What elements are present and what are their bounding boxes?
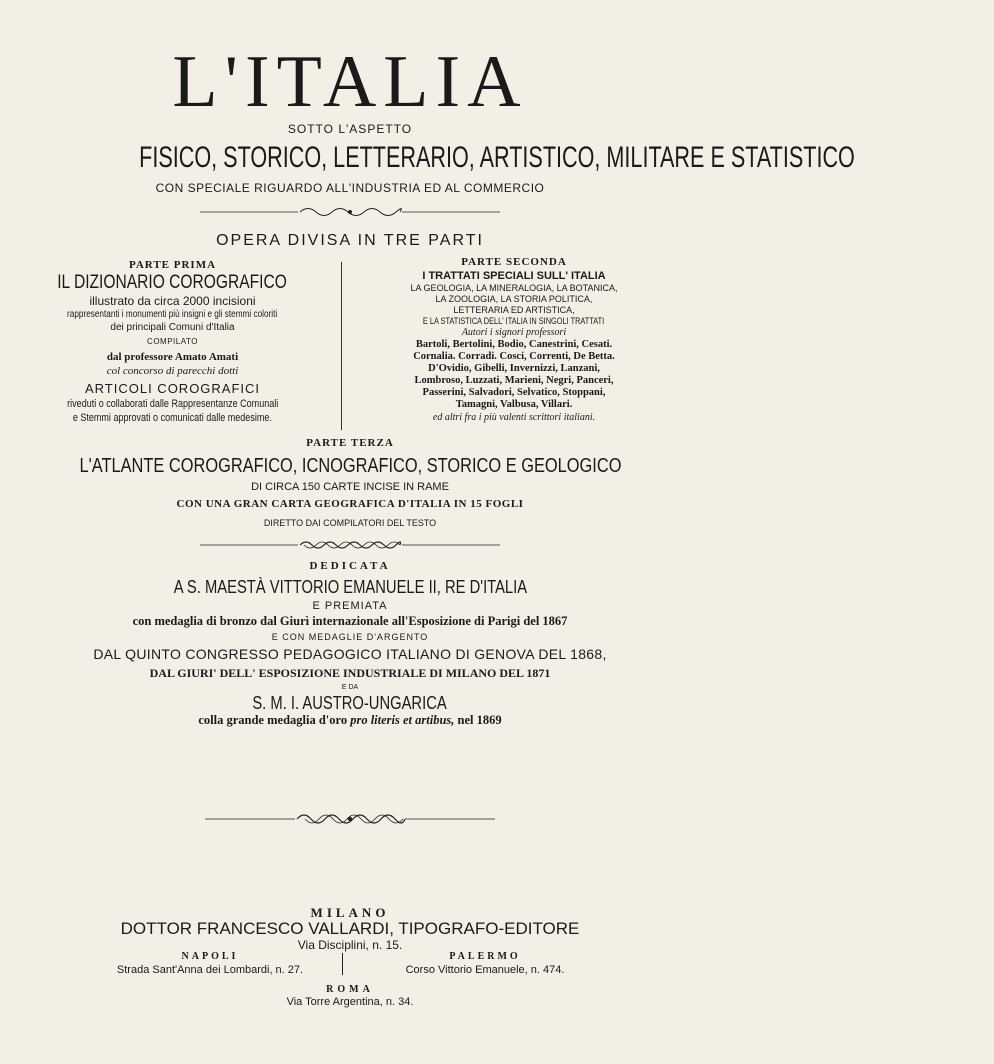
dedicata-label: DEDICATA bbox=[309, 560, 391, 572]
subtitle-riguardo: CON SPECIALE RIGUARDO ALL'INDUSTRIA ED AL COMMERCIO bbox=[155, 181, 545, 195]
dedica-premiata: E PREMIATA bbox=[312, 600, 388, 612]
imprint-city-milano: MILANO bbox=[310, 905, 390, 920]
parte-seconda-names-5: Passerini, Salvadori, Selvatico, Stoppani, bbox=[422, 387, 606, 398]
opera-heading: OPERA DIVISA IN TRE PARTI bbox=[216, 232, 484, 249]
parte-prima-articoli: ARTICOLI COROGRAFICI bbox=[84, 381, 261, 396]
imprint-napoli-address: Strada Sant'Anna dei Lombardi, n. 27. bbox=[116, 964, 304, 976]
imprint-via-milano: Via Disciplini, n. 15. bbox=[297, 938, 403, 952]
subtitle-sotto: SOTTO L'ASPETTO bbox=[287, 122, 413, 136]
parte-prima-professore: dal professore Amato Amati bbox=[106, 351, 239, 363]
ornament-divider-top bbox=[200, 203, 500, 221]
parte-prima-rappresentanti-1: rappresentanti i monumenti più insigni e gli stemmi coloriti bbox=[67, 309, 278, 320]
imprint-publisher: DOTTOR FRANCESCO VALLARDI, TIPOGRAFO-EDITORE bbox=[120, 919, 580, 938]
imprint-city-napoli: NAPOLI bbox=[181, 951, 239, 962]
dedica-giuri-milano: DAL GIURI' DELL' ESPOSIZIONE INDUSTRIALE DI MILANO DEL 1871 bbox=[149, 666, 551, 680]
dedica-medaglia-parigi: con medaglia di bronzo dal Giurì internazionale all'Esposizione di Parigi del 1867 bbox=[132, 614, 568, 628]
ornament-divider-bottom bbox=[205, 808, 495, 830]
parte-seconda-names-1: Bartoli, Bertolini, Bodio, Canestrini, Cesati. bbox=[415, 339, 613, 350]
parte-prima-concorso: col concorso di parecchi dotti bbox=[106, 365, 239, 377]
parte-prima-riveduti-2: e Stemmi approvati o comunicati dalle medesime. bbox=[72, 412, 273, 424]
parte-seconda-title: I TRATTATI SPECIALI SULL' ITALIA bbox=[422, 270, 606, 282]
imprint-palermo-address: Corso Vittorio Emanuele, n. 474. bbox=[405, 964, 565, 976]
parte-seconda-names-3: D'Ovidio, Gibelli, Invernizzi, Lanzani, bbox=[428, 363, 600, 374]
parte-seconda-names-2: Cornalia. Corradi. Cosci, Correnti, De Betta. bbox=[413, 351, 615, 362]
parte-seconda-names-6: Tamagni, Valbusa, Villari. bbox=[455, 399, 573, 410]
parte-prima-rappresentanti-2: dei principali Comuni d'Italia bbox=[110, 322, 235, 333]
parte-terza-title: L'ATLANTE COROGRAFICO, ICNOGRAFICO, STORICO E GEOLOGICO bbox=[79, 455, 621, 477]
parte-seconda-names-4: Lombroso, Luzzati, Marieni, Negri, Panceri, bbox=[414, 375, 614, 386]
parte-terza-heading: PARTE TERZA bbox=[306, 437, 394, 449]
parte-terza-circa: DI CIRCA 150 CARTE INCISE IN RAME bbox=[251, 481, 449, 493]
parte-terza-carta: CON UNA GRAN CARTA GEOGRAFICA D'ITALIA IN 15 FOGLI bbox=[176, 498, 524, 510]
parte-seconda-heading: PARTE SECONDA bbox=[461, 256, 567, 268]
parte-prima-heading: PARTE PRIMA bbox=[128, 259, 217, 271]
dedica-congresso-genova: DAL QUINTO CONGRESSO PEDAGOGICO ITALIANO DI GENOVA DEL 1868, bbox=[93, 646, 607, 662]
parte-prima-compilato: COMPILATO bbox=[147, 337, 198, 346]
main-title: L'ITALIA bbox=[172, 41, 528, 123]
parte-seconda-line-2: LA ZOOLOGIA, LA STORIA POLITICA, bbox=[435, 294, 593, 304]
parte-prima-riveduti-1: riveduti o collaborati dalle Rappresentanze Comunali bbox=[66, 398, 279, 410]
parte-seconda-altri: ed altri fra i più valenti scrittori italiani. bbox=[432, 412, 596, 423]
imprint-roma-address: Via Torre Argentina, n. 34. bbox=[286, 996, 414, 1008]
subtitle-aspects: FISICO, STORICO, LETTERARIO, ARTISTICO, MILITARE E STATISTICO bbox=[139, 141, 855, 174]
parte-prima-illustrato: illustrato da circa 2000 incisioni bbox=[89, 294, 256, 308]
parte-seconda-autori: Autori i signori professori bbox=[461, 327, 567, 338]
imprint-city-roma: ROMA bbox=[326, 984, 374, 995]
ornament-divider-middle bbox=[200, 537, 500, 553]
dedica-grande-medaglia: colla grande medaglia d'oro pro literis et artibus, nel 1869 bbox=[198, 713, 502, 727]
parte-terza-diretto: DIRETTO DAI COMPILATORI DEL TESTO bbox=[263, 518, 437, 528]
parte-seconda-line-1: LA GEOLOGIA, LA MINERALOGIA, LA BOTANICA, bbox=[410, 283, 618, 293]
dedica-austro-ungarica: S. M. I. AUSTRO-UNGARICA bbox=[252, 693, 448, 713]
parte-seconda-line-3: LETTERARIA ED ARTISTICA, bbox=[453, 305, 575, 315]
dedica-e-da: E DA bbox=[341, 684, 359, 691]
dedica-argento: E CON MEDAGLIE D'ARGENTO bbox=[271, 632, 429, 642]
parte-prima-title: IL DIZIONARIO COROGRAFICO bbox=[57, 272, 288, 293]
parte-seconda-line-4: E LA STATISTICA DELL' ITALIA IN SINGOLI TRATTATI bbox=[423, 316, 605, 326]
dedica-maesta: A S. MAESTÀ VITTORIO EMANUELE II, RE D'ITALIA bbox=[173, 577, 527, 597]
imprint-city-palermo: PALERMO bbox=[449, 951, 521, 962]
